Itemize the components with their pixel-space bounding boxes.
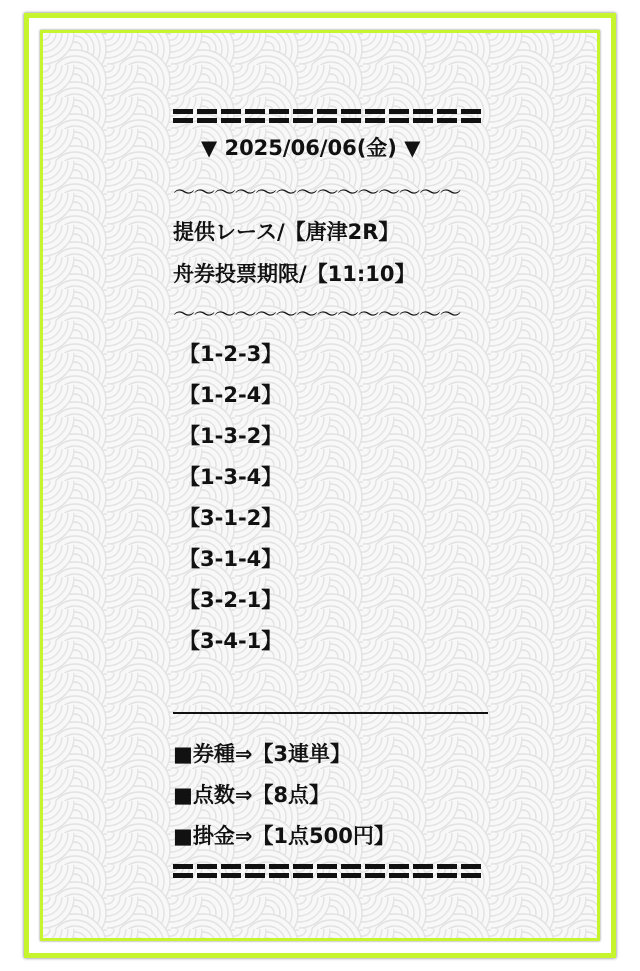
top-double-rule <box>173 107 485 125</box>
date-line: ▼ 2025/06/06(金) ▼ <box>201 136 421 160</box>
horizontal-rule <box>173 712 488 714</box>
combination-item: 【1-3-2】 <box>179 424 283 448</box>
combination-item: 【3-4-1】 <box>179 629 283 653</box>
combination-item: 【3-1-2】 <box>179 506 283 530</box>
stake-amount: ■掛金⇒【1点500円】 <box>173 824 395 848</box>
bet-points: ■点数⇒【8点】 <box>173 783 331 807</box>
combination-item: 【1-3-4】 <box>179 465 283 489</box>
combination-item: 【3-2-1】 <box>179 588 283 612</box>
combination-item: 【1-2-3】 <box>179 342 283 366</box>
outer-frame <box>24 13 616 958</box>
inner-frame <box>40 30 600 941</box>
wave-divider-top: 〜〜〜〜〜〜〜〜〜〜〜〜〜〜 <box>173 181 461 206</box>
bottom-double-rule <box>173 862 485 880</box>
ticket-type: ■券種⇒【3連単】 <box>173 742 352 766</box>
combination-item: 【1-2-4】 <box>179 383 283 407</box>
combination-item: 【3-1-4】 <box>179 547 283 571</box>
offered-race: 提供レース/【唐津2R】 <box>173 220 400 244</box>
voting-deadline: 舟券投票期限/【11:10】 <box>173 262 416 286</box>
wave-divider-bottom: 〜〜〜〜〜〜〜〜〜〜〜〜〜〜 <box>173 303 461 328</box>
